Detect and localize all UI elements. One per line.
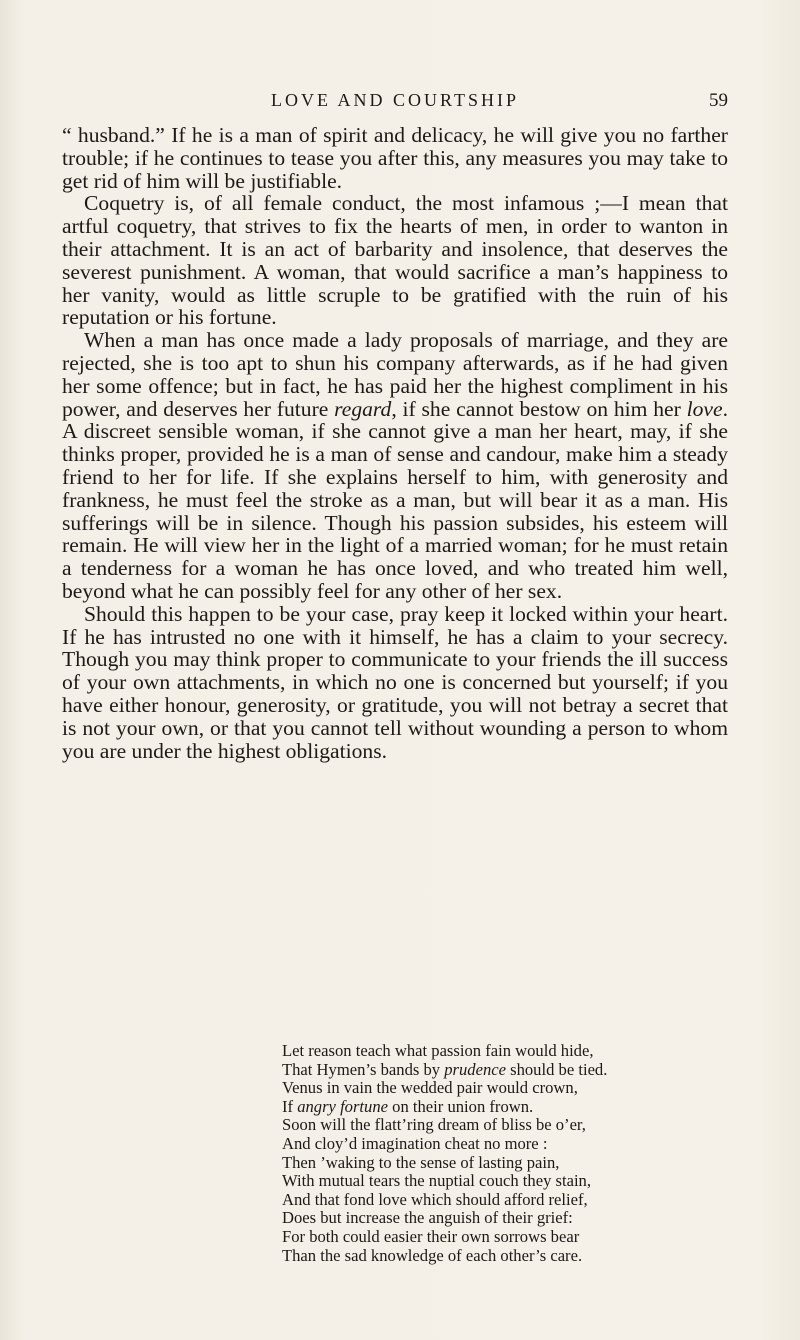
italic-text: regard [334,396,392,421]
verse-line [282,1247,732,1266]
verse-line [282,1154,732,1173]
paragraph-text: Coquetry is, of all female conduct, the most infamous ;—I mean that artful coquetry, that strives to fix the hearts of men, in order to wanton in their attachment. It is an act of barbarity and insolence, that deserves the severest punishment. A woman, that would sacrifice a man’s happiness to her vanity, would as little scruple to be gratified with the ruin of his reputation or his fortune. [62,191,728,330]
paragraph-text: , if she cannot bestow on him her [391,396,687,421]
verse-line [282,1228,732,1247]
paragraph-text: “ husband.” If he is a man of spirit and delicacy, he will give you no farther trouble; if he continues to tease you after this, any measures you may take to get rid of him will be justifiable. [62,123,728,193]
verse-text: Soon will the flatt’ring dream of bliss be o’er, [282,1115,586,1135]
verse-text: If [282,1096,298,1116]
paragraph-text: Should this happen to be your case, pray keep it locked within your heart. If he has intrusted no one with it himself, he has a claim to your secrecy. Though you may think proper to communicate to your friends the ill success of your own attachments, in which no one is concerned but yourself; if you have either honour, generosity, or gratitude, you will not betray a secret that is not your own, or that you cannot tell without wounding a person to whom you are under the highest obligations. [62,601,728,763]
page-header [62,88,728,118]
verse-text: For both could easier their own sorrows bear [282,1226,580,1246]
verse-text: Let reason teach what passion fain would hide, [282,1041,594,1060]
verse-text: With mutual tears the nuptial couch they stain, [282,1171,592,1191]
verse-text: Venus in vain the wedded pair would crown, [282,1078,578,1098]
page-number: 59 [709,90,728,111]
verse-line [282,1135,732,1154]
verse-line [282,1116,732,1135]
verse-line [282,1209,732,1228]
verse-text: Does but increase the anguish of their grief: [282,1208,573,1228]
verse-line [282,1042,732,1061]
verse-line [282,1079,732,1098]
body-text [62,124,728,762]
verse-text: And cloy’d imagination cheat no more : [282,1133,548,1153]
body-paragraph [62,124,728,192]
verse-line [282,1061,732,1080]
body-paragraph [62,192,728,329]
verse-line [282,1172,732,1191]
verse-stanza [282,1042,732,1265]
paragraph-text: . A discreet sensible woman, if she cannot give a man her heart, may, if she thinks proper, provided he is a man of sense and candour, make him a steady friend to her for life. If she explains herself to him, with generosity and frankness, he must feel the stroke as a man, but will bear it as a man. His sufferings will be in silence. Though his passion subsides, his esteem will remain. He will view her in the light of a married woman; for he must retain a tenderness for a woman he has once loved, and who treated him well, beyond what he can possibly feel for any other of her sex. [62,396,728,603]
verse-text: on their union frown. [388,1096,534,1116]
verse-line [282,1098,732,1117]
body-paragraph [62,603,728,763]
verse-text: Than the sad knowledge of each other’s care. [282,1245,583,1265]
verse-line [282,1191,732,1210]
italic-text: angry fortune [297,1096,388,1116]
italic-text: love [686,396,723,421]
italic-text: prudence [444,1059,506,1079]
verse-text: Then ’waking to the sense of lasting pain, [282,1152,560,1172]
body-paragraph [62,329,728,603]
verse-text: should be tied. [505,1059,608,1079]
verse-text: That Hymen’s bands by [282,1059,445,1079]
paragraph-text: When a man has once made a lady proposals of marriage, and they are rejected, she is too apt to shun his company afterwards, as if he had given her some offence; but in fact, he has paid her the highest compliment in his power, and deserves her future [62,328,728,421]
running-title: LOVE AND COURTSHIP [271,90,519,110]
verse-text: And that fond love which should afford relief, [282,1189,588,1209]
